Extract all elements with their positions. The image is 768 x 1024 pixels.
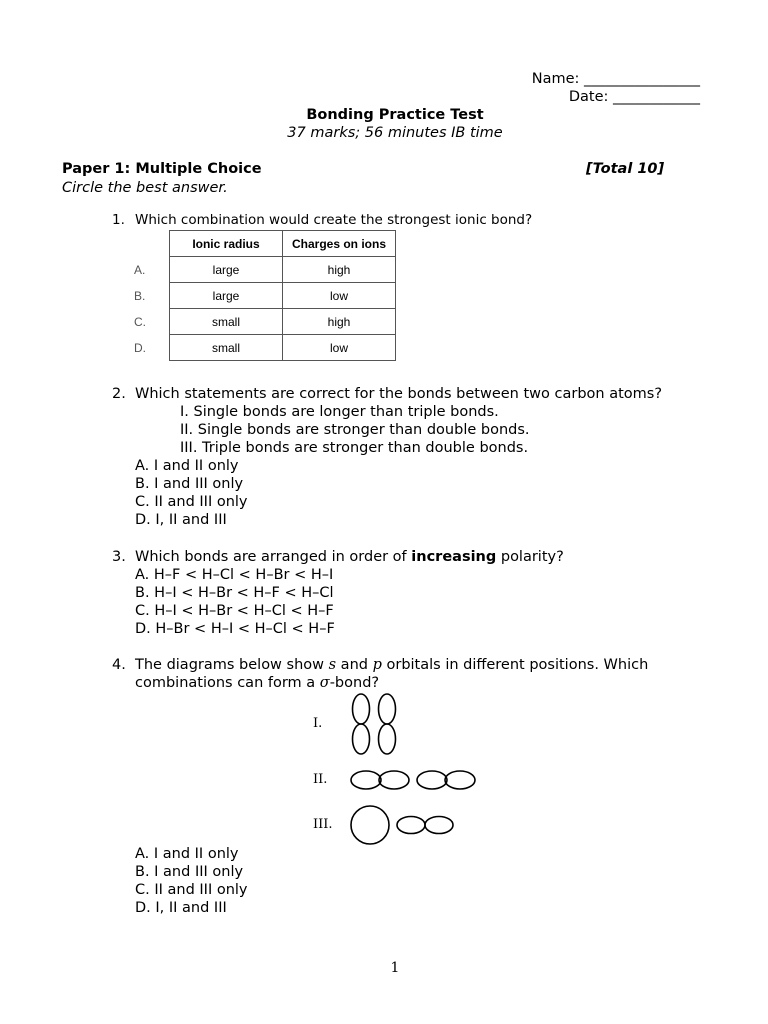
question-2-option-b[interactable]: B. I and III only xyxy=(135,476,244,492)
question-1-table xyxy=(134,230,396,361)
question-4-option-d[interactable]: D. I, II and III xyxy=(135,900,227,916)
question-2-statement: II. Single bonds are stronger than double bonds. xyxy=(180,422,530,438)
question-4-text-line-1 xyxy=(135,656,648,674)
page-title: Bonding Practice Test xyxy=(306,107,484,123)
question-4-option-b[interactable]: B. I and III only xyxy=(135,864,244,880)
table-cell-radius: small xyxy=(170,309,283,335)
p-orbital-symbol: p xyxy=(372,657,382,673)
horizontal-p-orbital-icon xyxy=(397,817,453,834)
table-row-label: D. xyxy=(134,340,146,355)
question-2-text: Which statements are correct for the bonds between two carbon atoms? xyxy=(135,386,663,402)
question-3-option-b[interactable]: B. H–I < H–Br < H–F < H–Cl xyxy=(135,585,334,601)
diagram-label-ii: II. xyxy=(313,772,328,787)
question-2-option-d[interactable]: D. I, II and III xyxy=(135,512,227,528)
table-cell-radius: large xyxy=(170,283,283,309)
section-total: [Total 10] xyxy=(586,161,665,177)
question-3-option-a[interactable]: A. H–F < H–Cl < H–Br < H–I xyxy=(135,567,334,583)
table-corner xyxy=(134,231,170,257)
table-row xyxy=(134,283,396,309)
table-cell-charge: high xyxy=(283,257,396,283)
table-row xyxy=(134,309,396,335)
table-cell-charge: high xyxy=(283,309,396,335)
question-2-option-a[interactable]: A. I and II only xyxy=(135,458,239,474)
question-3-text-before: Which bonds are arranged in order of xyxy=(135,549,412,565)
question-3-text-after: polarity? xyxy=(496,549,564,565)
vertical-p-orbital-icon xyxy=(379,694,396,754)
table-row xyxy=(134,335,396,361)
question-2-number: 2. xyxy=(112,386,126,402)
table-row-label: A. xyxy=(134,262,146,277)
question-1-number: 1. xyxy=(112,212,125,228)
section-instruction: Circle the best answer. xyxy=(62,180,228,196)
name-field-label: Name: ________________ xyxy=(531,71,700,87)
table-row-label: B. xyxy=(134,288,146,303)
table-cell-radius: small xyxy=(170,335,283,361)
horizontal-p-orbital-icon xyxy=(351,771,409,789)
question-4-number: 4. xyxy=(112,657,126,673)
table-header-charge: Charges on ions xyxy=(283,231,396,257)
question-3-number: 3. xyxy=(112,549,126,565)
question-4-text-part: combinations can form a xyxy=(135,675,320,691)
question-2-option-c[interactable]: C. II and III only xyxy=(135,494,248,510)
date-field-label: Date: ____________ xyxy=(568,89,700,105)
s-orbital-icon xyxy=(351,806,389,844)
table-row xyxy=(134,257,396,283)
question-4-text-part: -bond? xyxy=(329,675,380,691)
question-3-text-emphasis: increasing xyxy=(411,549,497,565)
diagram-label-i: I. xyxy=(313,716,323,731)
question-2-statement: I. Single bonds are longer than triple bonds. xyxy=(180,404,499,420)
s-orbital-symbol: s xyxy=(328,657,337,673)
vertical-p-orbital-icon xyxy=(353,694,370,754)
question-3-option-d[interactable]: D. H–Br < H–I < H–Cl < H–F xyxy=(135,621,335,637)
page-number: 1 xyxy=(390,960,400,976)
table-row-label: C. xyxy=(134,314,146,329)
sigma-symbol: σ xyxy=(319,675,330,691)
question-4-text-part: orbitals in different positions. Which xyxy=(381,657,649,673)
question-3-text xyxy=(135,548,564,566)
diagram-label-iii: III. xyxy=(313,817,333,832)
table-header-radius: Ionic radius xyxy=(170,231,283,257)
horizontal-p-orbital-icon xyxy=(417,771,475,789)
table-header-row xyxy=(134,231,396,257)
question-4-option-a[interactable]: A. I and II only xyxy=(135,846,239,862)
table-cell-radius: large xyxy=(170,257,283,283)
orbital-diagram xyxy=(340,690,500,850)
table-cell-charge: low xyxy=(283,335,396,361)
question-2-statement: III. Triple bonds are stronger than double bonds. xyxy=(180,440,529,456)
table-cell-charge: low xyxy=(283,283,396,309)
question-1-text: Which combination would create the strongest ionic bond? xyxy=(135,212,533,228)
question-4-text-part: and xyxy=(336,657,373,673)
question-4-text-part: The diagrams below show xyxy=(135,657,329,673)
section-title: Paper 1: Multiple Choice xyxy=(62,161,262,177)
page-subtitle: 37 marks; 56 minutes IB time xyxy=(287,125,503,141)
question-4-option-c[interactable]: C. II and III only xyxy=(135,882,248,898)
question-3-option-c[interactable]: C. H–I < H–Br < H–Cl < H–F xyxy=(135,603,334,619)
